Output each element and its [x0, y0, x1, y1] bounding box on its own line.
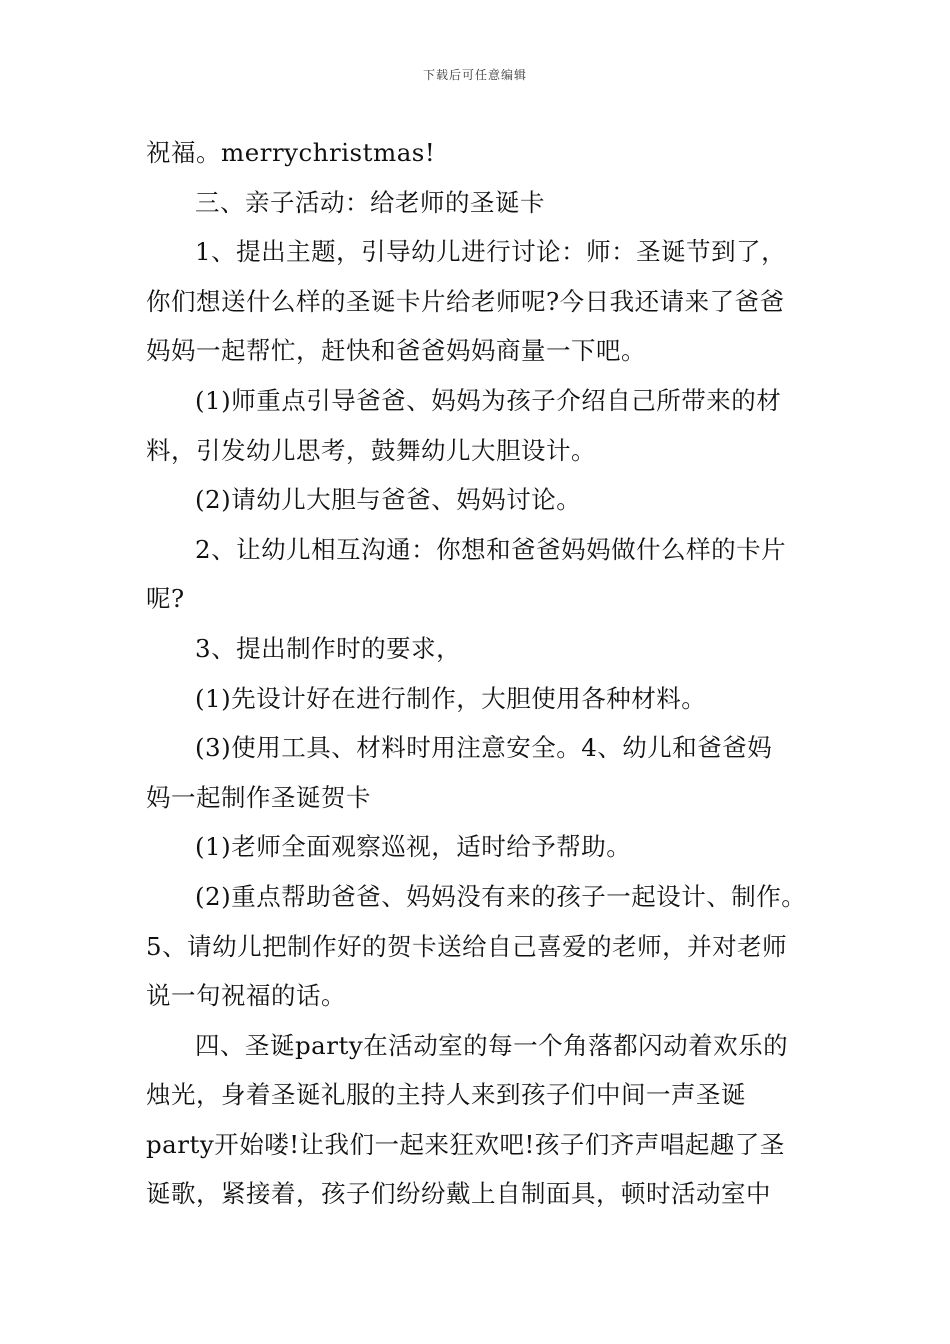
text-line: 料，引发幼儿思考，鼓舞幼儿大胆设计。	[146, 435, 596, 465]
text-line: 5、请幼儿把制作好的贺卡送给自己喜爱的老师，并对老师	[146, 931, 788, 961]
document-body	[146, 128, 811, 1219]
text-line: 说一句祝福的话。	[146, 981, 346, 1011]
text-line: 祝福。merrychristmas!	[146, 138, 436, 167]
text-line: 妈一起制作圣诞贺卡	[146, 782, 371, 812]
text-line: (3)使用工具、材料时用注意安全。4、幼儿和爸爸妈	[195, 733, 773, 763]
text-line: 四、圣诞party在活动室的每一个角落都闪动着欢乐的	[195, 1030, 789, 1060]
text-line: (2)请幼儿大胆与爸爸、妈妈讨论。	[195, 485, 582, 515]
text-line: 呢?	[146, 584, 185, 614]
text-line: 2、让幼儿相互沟通：你想和爸爸妈妈做什么样的卡片	[195, 534, 787, 564]
text-line: 三、亲子活动：给老师的圣诞卡	[195, 187, 545, 217]
text-line: 妈妈一起帮忙，赶快和爸爸妈妈商量一下吧。	[146, 336, 646, 366]
text-line: party开始喽!让我们一起来狂欢吧!孩子们齐声唱起趣了圣	[146, 1129, 785, 1159]
text-line: 诞歌，紧接着，孩子们纷纷戴上自制面具，顿时活动室中	[146, 1179, 771, 1209]
text-line: (1)师重点引导爸爸、妈妈为孩子介绍自己所带来的材	[195, 385, 782, 415]
text-line: 1、提出主题，引导幼儿进行讨论：师：圣诞节到了，	[195, 237, 787, 267]
text-line: (1)先设计好在进行制作，大胆使用各种材料。	[195, 683, 707, 713]
text-line: 烛光，身着圣诞礼服的主持人来到孩子们中间一声圣诞	[146, 1080, 746, 1110]
text-line: 你们想送什么样的圣诞卡片给老师呢?今日我还请来了爸爸	[146, 286, 785, 316]
text-line: (2)重点帮助爸爸、妈妈没有来的孩子一起设计、制作。	[195, 881, 807, 911]
text-line: (1)老师全面观察巡视，适时给予帮助。	[195, 832, 632, 862]
text-line: 3、提出制作时的要求，	[195, 633, 462, 663]
page-header: 下载后可任意编辑	[422, 68, 527, 82]
